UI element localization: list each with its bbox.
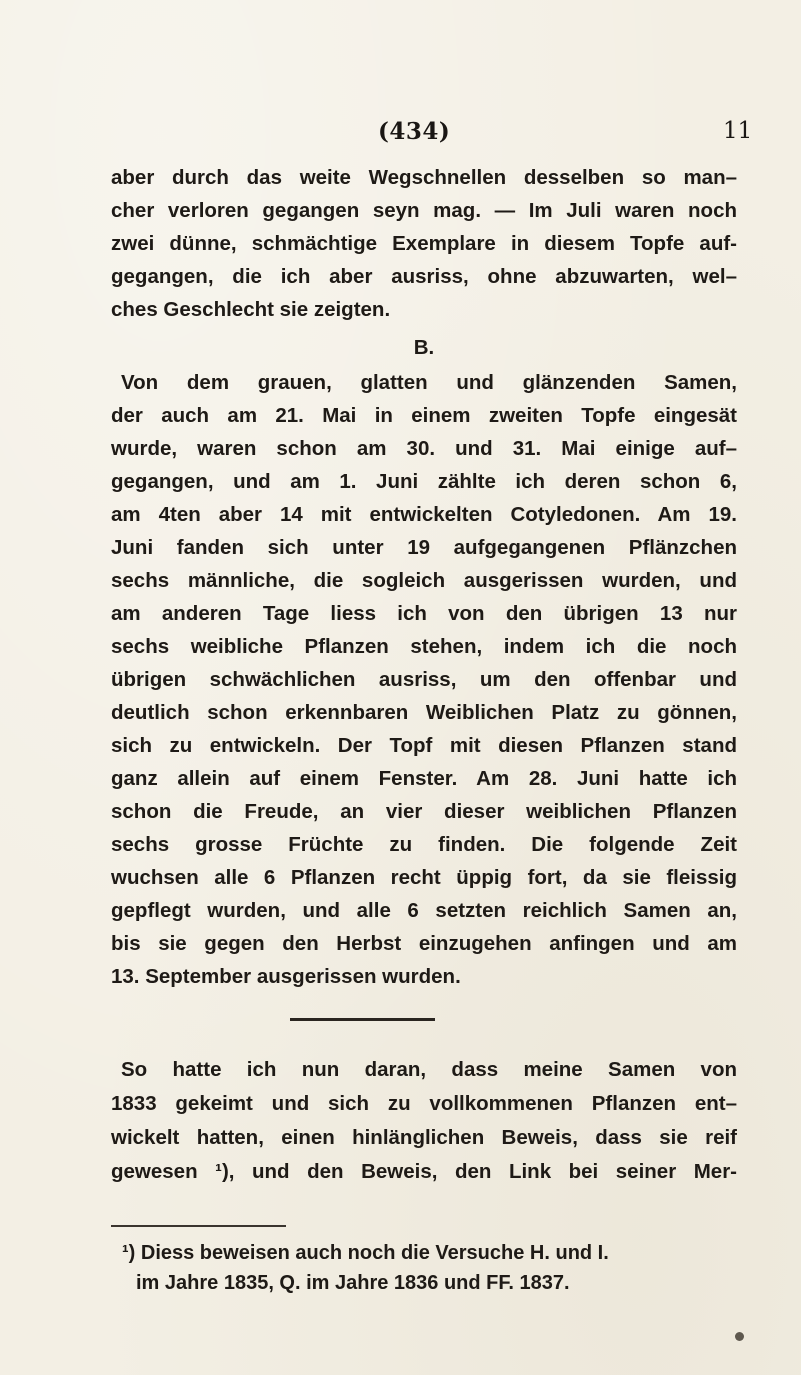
- text-line: aber durch das weite Wegschnellen desselben so man–: [111, 166, 737, 189]
- text-line: ches Geschlecht sie zeigten.: [111, 298, 391, 321]
- text-line: zwei dünne, schmächtige Exemplare in diesem Topfe auf-: [111, 232, 737, 255]
- text-line: gepflegt wurden, und alle 6 setzten reichlich Samen an,: [111, 899, 737, 922]
- text-line: sich zu entwickeln. Der Topf mit diesen Pflanzen stand: [111, 734, 737, 757]
- page-header: [0, 118, 801, 154]
- text-line: schon die Freude, an vier dieser weiblichen Pflanzen: [111, 800, 737, 823]
- footnote-line: im Jahre 1835, Q. im Jahre 1836 und FF. 1837.: [136, 1272, 570, 1294]
- text-line: sechs männliche, die sogleich ausgerissen wurden, und: [111, 569, 737, 592]
- footnote-line: ¹) Diess beweisen auch noch die Versuche H. und I.: [122, 1242, 609, 1264]
- text-line: Juni fanden sich unter 19 aufgegangenen Pflänzchen: [111, 536, 737, 559]
- text-line: Von dem grauen, glatten und glänzenden Samen,: [121, 371, 737, 394]
- footnote-rule: [111, 1225, 286, 1227]
- page-number: (434): [378, 118, 451, 145]
- text-line: ganz allein auf einem Fenster. Am 28. Juni hatte ich: [111, 767, 737, 790]
- text-line: 1833 gekeimt und sich zu vollkommenen Pflanzen ent–: [111, 1092, 737, 1115]
- text-line: wickelt hatten, einen hinlänglichen Beweis, dass sie reif: [111, 1126, 737, 1149]
- text-line: gegangen, und am 1. Juni zählte ich deren schon 6,: [111, 470, 737, 493]
- section-divider: [290, 1018, 435, 1021]
- text-line: der auch am 21. Mai in einem zweiten Topfe eingesät: [111, 404, 737, 427]
- text-line: So hatte ich nun daran, dass meine Samen von: [121, 1058, 737, 1081]
- text-line: gegangen, die ich aber ausriss, ohne abzuwarten, wel–: [111, 265, 737, 288]
- text-line: sechs weibliche Pflanzen stehen, indem ich die noch: [111, 635, 737, 658]
- text-line: bis sie gegen den Herbst einzugehen anfingen und am: [111, 932, 737, 955]
- text-line: cher verloren gegangen seyn mag. — Im Juli waren noch: [111, 199, 737, 222]
- text-line: am 4ten aber 14 mit entwickelten Cotyledonen. Am 19.: [111, 503, 737, 526]
- text-line: 13. September ausgerissen wurden.: [111, 965, 461, 988]
- text-line: wuchsen alle 6 Pflanzen recht üppig fort, da sie fleissig: [111, 866, 737, 889]
- text-line: am anderen Tage liess ich von den übrigen 13 nur: [111, 602, 737, 625]
- ink-smudge: [735, 1332, 744, 1341]
- text-line: wurde, waren schon am 30. und 31. Mai einige auf–: [111, 437, 737, 460]
- text-line: deutlich schon erkennbaren Weiblichen Platz zu gönnen,: [111, 701, 737, 724]
- text-line: sechs grosse Früchte zu finden. Die folgende Zeit: [111, 833, 737, 856]
- signature-mark: 11: [723, 118, 753, 144]
- section-heading: B.: [413, 336, 435, 359]
- text-line: gewesen ¹), und den Beweis, den Link bei seiner Mer-: [111, 1160, 737, 1183]
- text-line: übrigen schwächlichen ausriss, um den offenbar und: [111, 668, 737, 691]
